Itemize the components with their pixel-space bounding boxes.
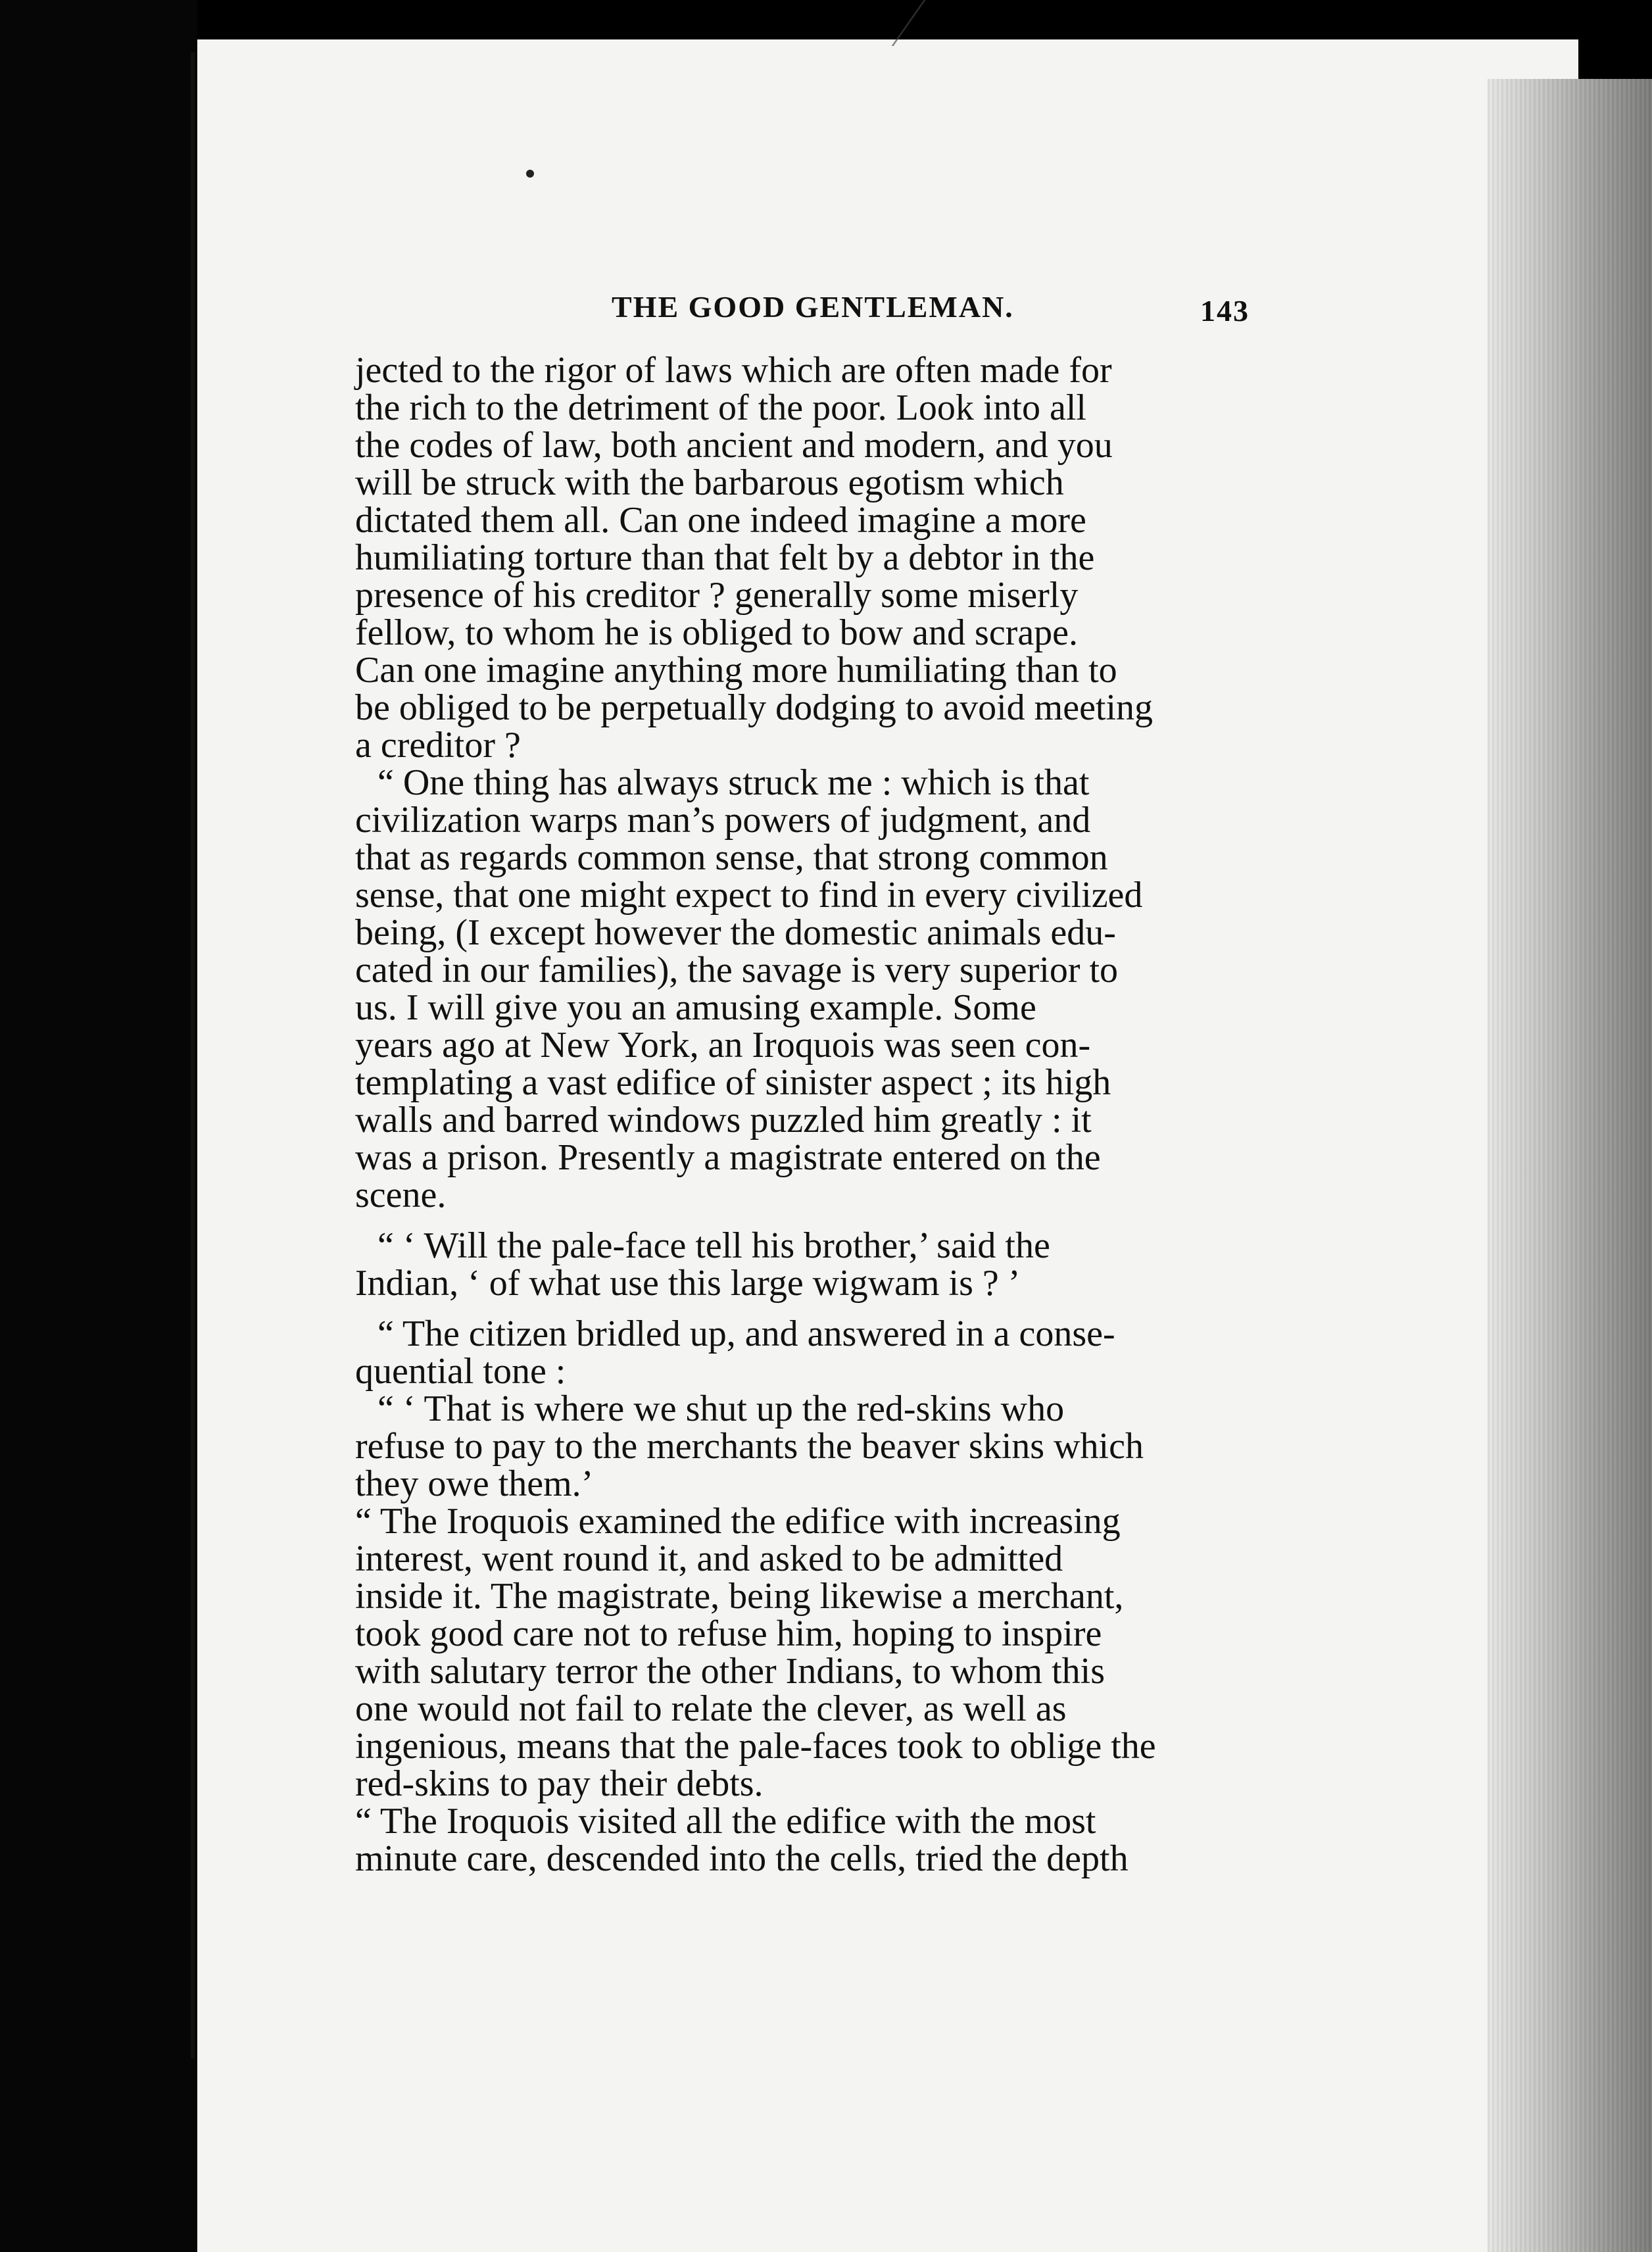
text-line: interest, went round it, and asked to be admitted	[355, 1538, 1063, 1579]
text-line: cated in our families), the savage is very superior to	[355, 950, 1119, 991]
text-line: humiliating torture than that felt by a debtor in the	[355, 537, 1095, 578]
running-header	[566, 289, 1250, 342]
text-line: inside it. The magistrate, being likewise a merchant,	[355, 1576, 1124, 1617]
text-line: “ ‘ Will the pale-face tell his brother,’ said the	[377, 1225, 1050, 1266]
text-line: “ One thing has always struck me : which is that	[377, 762, 1090, 803]
book-spine-edge	[191, 53, 195, 2059]
text-line: one would not fail to relate the clever, as well as	[355, 1688, 1067, 1729]
text-line: the rich to the detriment of the poor. Look into all	[355, 387, 1086, 428]
text-line: being, (I except however the domestic animals edu-	[355, 912, 1116, 953]
text-line: that as regards common sense, that strong common	[355, 837, 1108, 878]
text-line: quential tone :	[355, 1351, 566, 1392]
text-line: walls and barred windows puzzled him greatly : it	[355, 1100, 1092, 1140]
text-line: “ ‘ That is where we shut up the red-skins who	[377, 1388, 1065, 1429]
text-line: took good care not to refuse him, hoping to inspire	[355, 1613, 1102, 1654]
text-line: refuse to pay to the merchants the beaver skins which	[355, 1426, 1144, 1467]
text-line: with salutary terror the other Indians, to whom this	[355, 1651, 1105, 1692]
text-line: minute care, descended into the cells, tried the depth	[355, 1838, 1129, 1879]
text-line: the codes of law, both ancient and modern, and you	[355, 425, 1113, 466]
text-line: they owe them.’	[355, 1463, 594, 1504]
text-line: years ago at New York, an Iroquois was seen con-	[355, 1025, 1091, 1065]
text-line: a creditor ?	[355, 725, 521, 766]
text-line: Can one imagine anything more humiliating than to	[355, 650, 1117, 691]
text-line: be obliged to be perpetually dodging to avoid meeting	[355, 687, 1154, 728]
text-line: sense, that one might expect to find in every civilized	[355, 875, 1143, 916]
text-line: presence of his creditor ? generally some miserly	[355, 575, 1079, 616]
text-line: jected to the rigor of laws which are often made for	[355, 350, 1112, 391]
text-line: Indian, ‘ of what use this large wigwam is ? ’	[355, 1263, 1021, 1304]
text-line: “ The citizen bridled up, and answered in a conse-	[377, 1313, 1115, 1354]
text-line: “ The Iroquois visited all the edifice with the most	[355, 1801, 1096, 1842]
body-text	[355, 352, 1243, 1878]
text-line: fellow, to whom he is obliged to bow and scrape.	[355, 612, 1079, 653]
text-line: civilization warps man’s powers of judgment, and	[355, 800, 1091, 841]
page-number: 143	[1200, 294, 1250, 328]
ink-dot-mark	[526, 170, 534, 178]
text-line: ingenious, means that the pale-faces took to oblige the	[355, 1726, 1156, 1767]
text-line: “ The Iroquois examined the edifice with increasing	[355, 1501, 1121, 1542]
scan-left-margin	[0, 0, 197, 2252]
text-line: templating a vast edifice of sinister aspect ; its high	[355, 1062, 1111, 1103]
text-line: will be struck with the barbarous egotism which	[355, 462, 1064, 503]
text-line: red-skins to pay their debts.	[355, 1763, 764, 1804]
text-line: scene.	[355, 1175, 447, 1215]
text-line: us. I will give you an amusing example. Some	[355, 987, 1036, 1028]
running-title: THE GOOD GENTLEMAN.	[612, 290, 1014, 324]
page-stack-texture	[1488, 79, 1652, 2252]
text-line: dictated them all. Can one indeed imagine a more	[355, 500, 1086, 541]
text-line: was a prison. Presently a magistrate entered on the	[355, 1137, 1101, 1178]
